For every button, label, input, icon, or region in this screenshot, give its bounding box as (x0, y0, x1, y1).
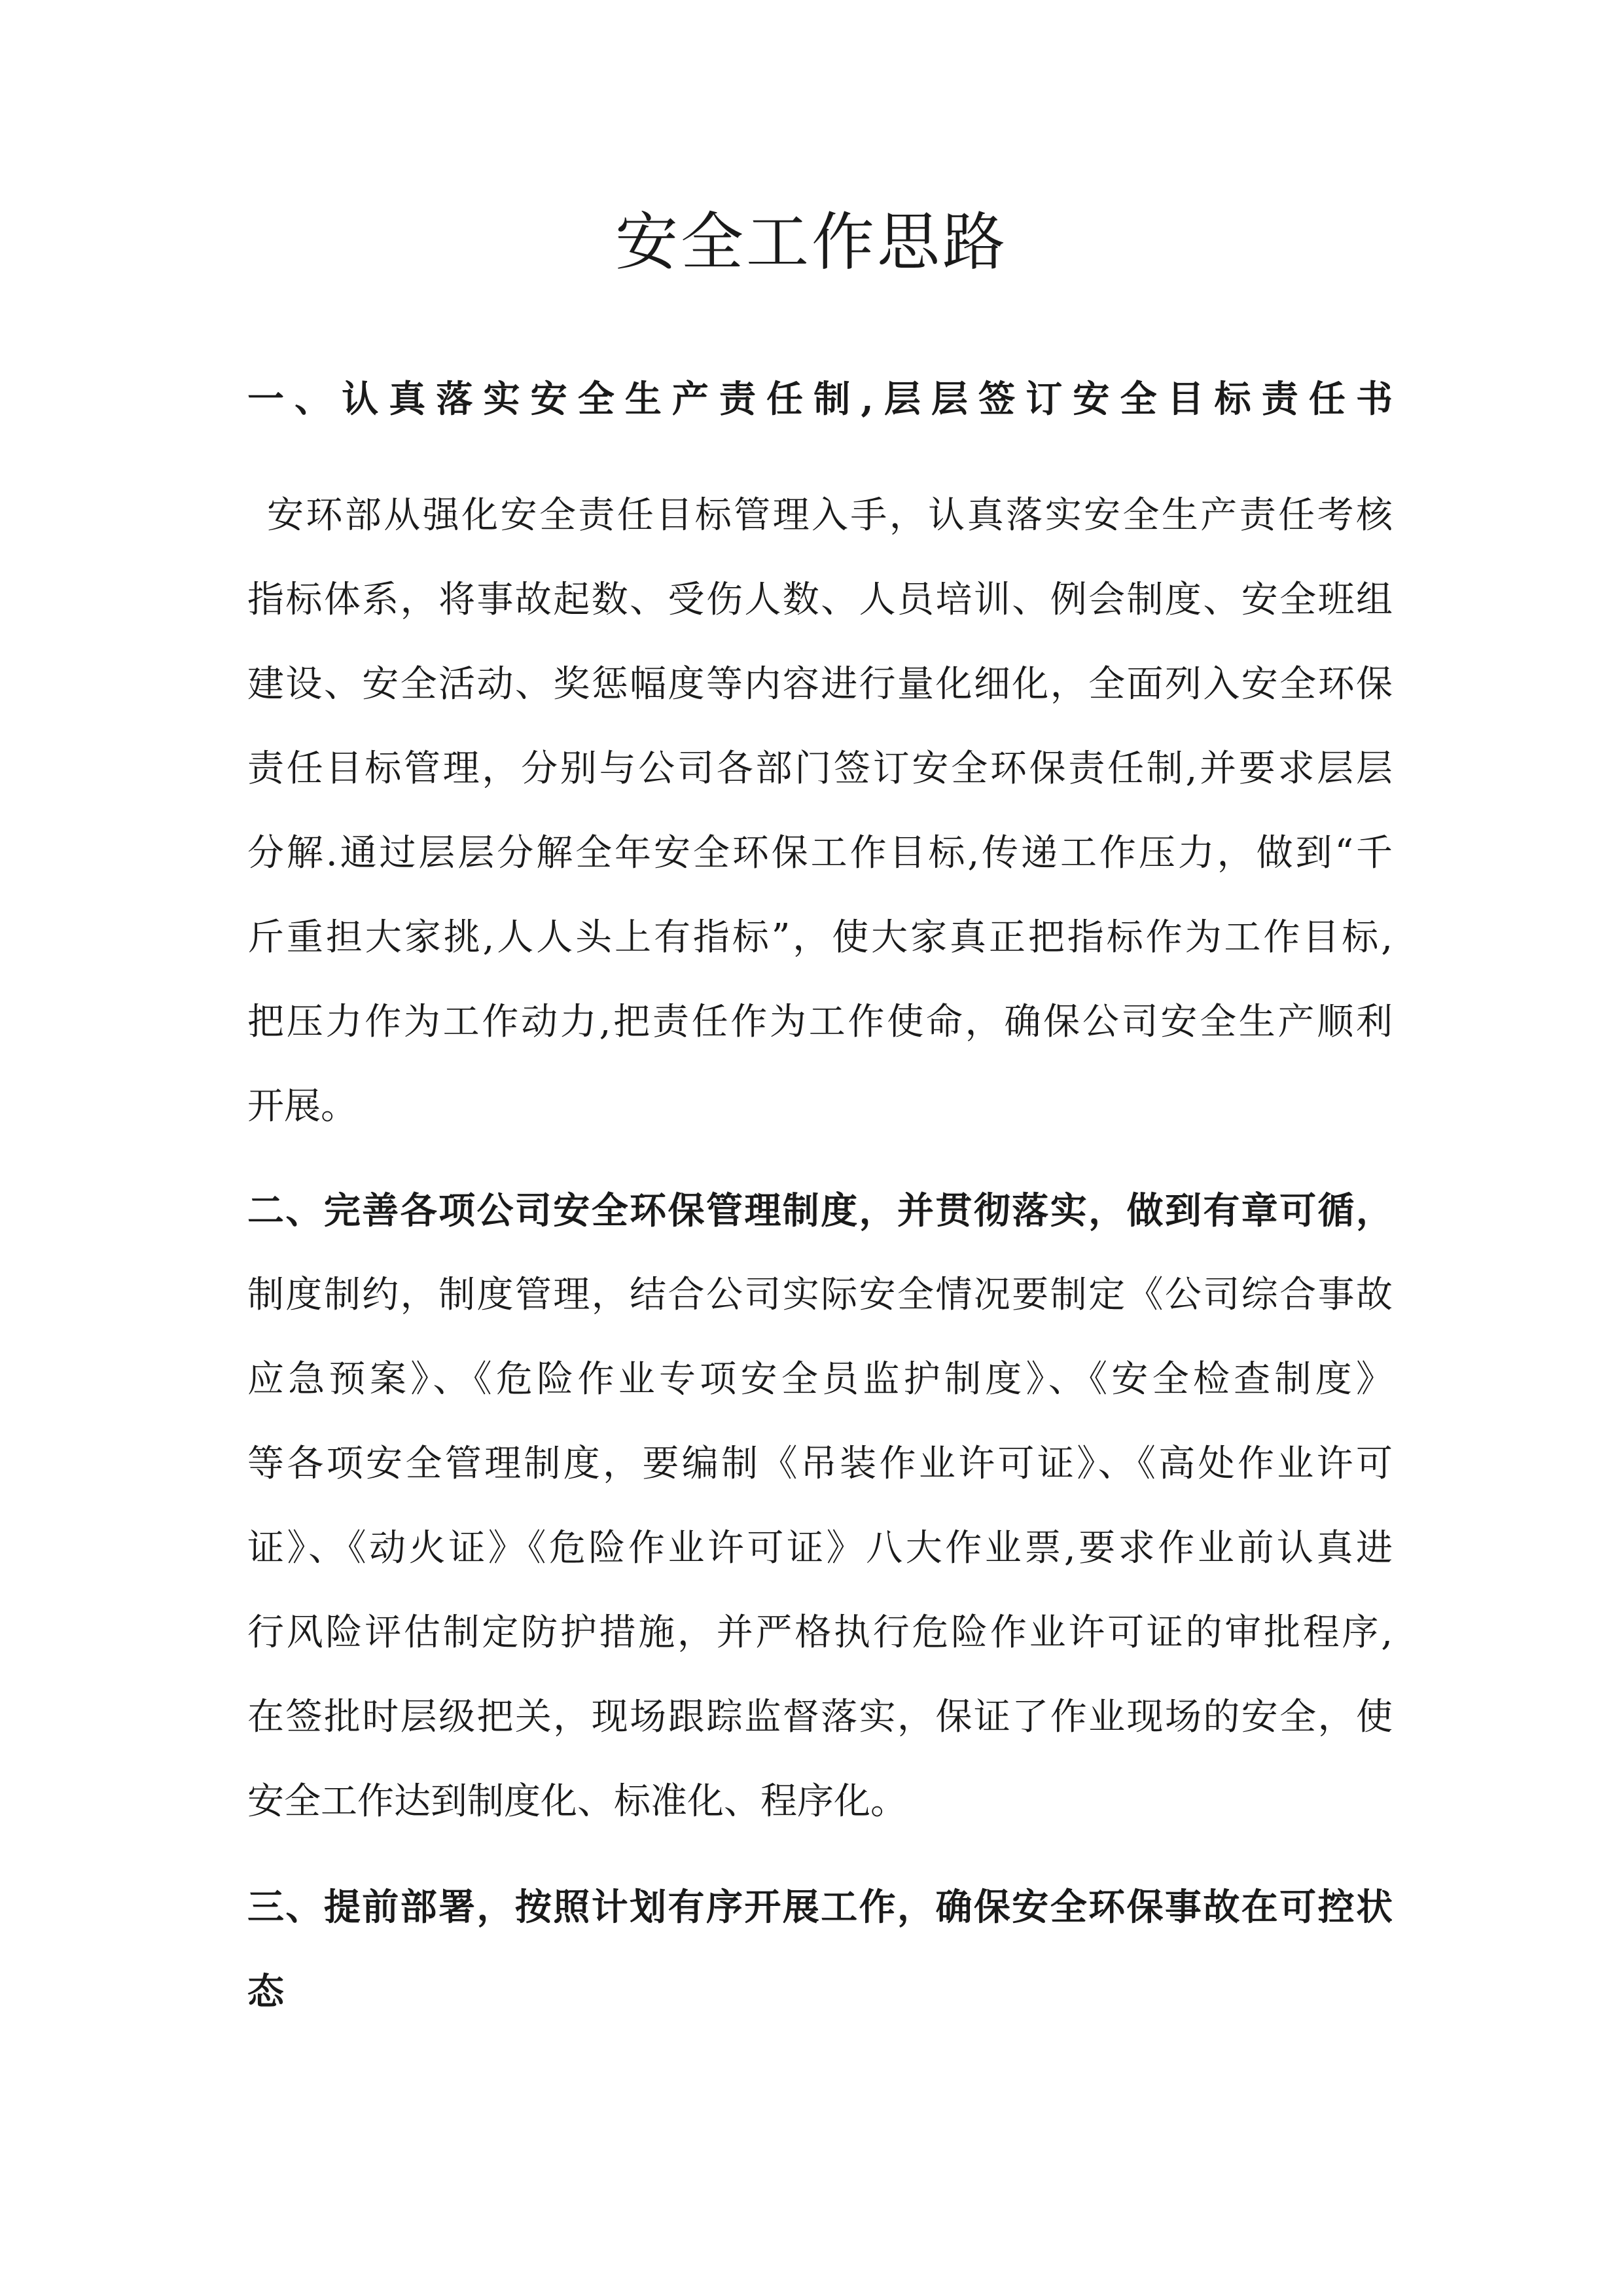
paragraph-line: 等各项安全管理制度，要编制《吊装作业许可证》、《高处作业许可 (247, 1443, 1393, 1485)
document-title: 安全工作思路 (615, 206, 1008, 279)
paragraph-line-last: 开展。 (247, 1085, 357, 1128)
section-3-heading: 三、提前部署，按照计划有序开展工作，确保安全环保事故在可控状 (247, 1886, 1393, 1929)
paragraph-line: 把压力作为工作动力,把责任作为工作使命，确保公司安全生产顺利 (247, 1001, 1393, 1043)
paragraph-line: 分解.通过层层分解全年安全环保工作目标,传递工作压力，做到“千 (247, 832, 1393, 874)
paragraph-line: 证》、《动火证》《危险作业许可证》八大作业票,要求作业前认真进 (247, 1527, 1393, 1570)
paragraph-line: 制度制约，制度管理，结合公司实际安全情况要制定《公司综合事故 (247, 1274, 1393, 1316)
paragraph-line: 指标体系，将事故起数、受伤人数、人员培训、例会制度、安全班组 (247, 579, 1393, 621)
section-1-heading: 一、认真落实安全生产责任制,层层签订安全目标责任书 (247, 378, 1393, 421)
paragraph-line: 安环部从强化安全责任目标管理入手，认真落实安全生产责任考核 (267, 494, 1393, 537)
paragraph-line: 责任目标管理，分别与公司各部门签订安全环保责任制,并要求层层 (247, 747, 1393, 790)
paragraph-line: 在签批时层级把关，现场跟踪监督落实，保证了作业现场的安全，使 (247, 1696, 1393, 1738)
section-3-heading-continued: 态 (247, 1970, 284, 2013)
paragraph-line-last: 安全工作达到制度化、标准化、程序化。 (247, 1780, 907, 1823)
paragraph-line: 行风险评估制定防护措施，并严格执行危险作业许可证的审批程序, (247, 1611, 1393, 1654)
paragraph-line: 应急预案》、《危险作业专项安全员监护制度》、《安全检查制度》 (247, 1358, 1393, 1401)
paragraph-line: 斤重担大家挑,人人头上有指标”，使大家真正把指标作为工作目标, (247, 916, 1393, 959)
paragraph-line: 建设、安全活动、奖惩幅度等内容进行量化细化，全面列入安全环保 (247, 663, 1393, 706)
section-2-heading: 二、完善各项公司安全环保管理制度，并贯彻落实，做到有章可循， (247, 1189, 1393, 1232)
